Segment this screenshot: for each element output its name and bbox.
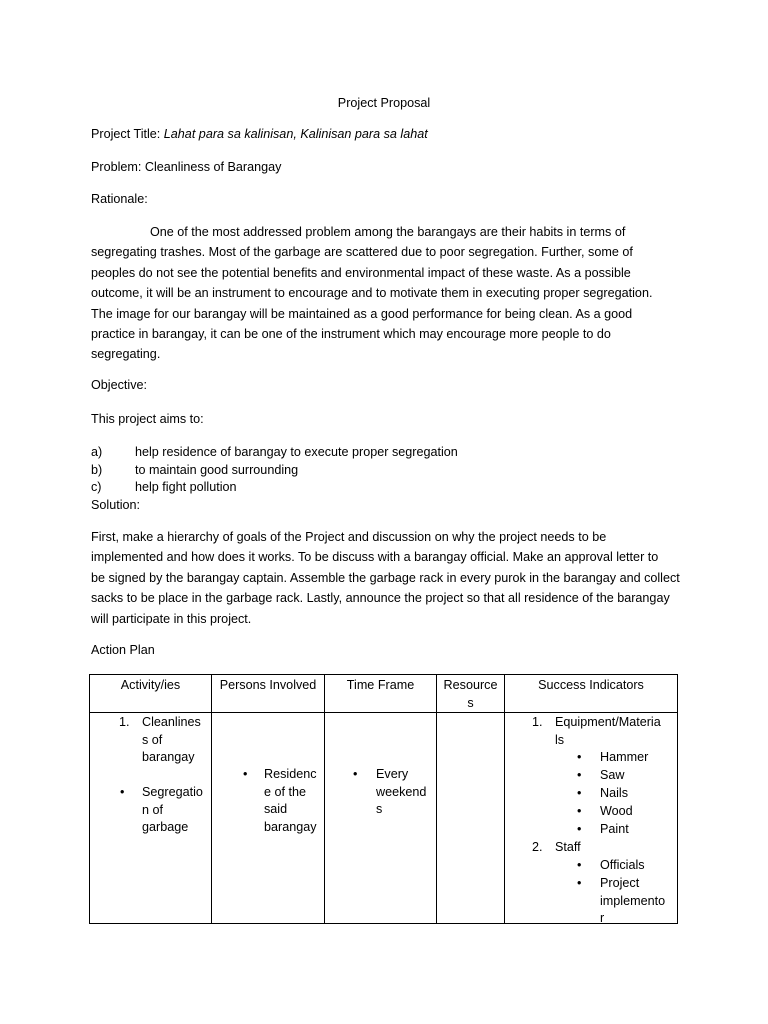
rationale-paragraph <box>91 222 681 365</box>
wrapped-line: n of <box>142 802 164 817</box>
wrapped-line: r <box>600 911 605 926</box>
header-resources-line: s <box>467 695 474 710</box>
wrapped-line: s <box>376 802 383 817</box>
list-item: Saw <box>600 768 625 783</box>
wrapped-line: Segregatio <box>142 785 203 800</box>
list-item: Paint <box>600 822 629 837</box>
aims-intro: This project aims to: <box>91 412 204 426</box>
bullet-icon: • <box>577 858 582 873</box>
indicator-category-equipment <box>555 714 661 749</box>
solution-line: First, make a hierarchy of goals of the Project and discussion on why the project needs to be <box>91 530 607 544</box>
bullet-icon: • <box>577 804 582 819</box>
list-item <box>600 875 665 928</box>
list-item <box>91 444 458 462</box>
indicator-category-staff: Staff <box>555 840 581 855</box>
rationale-line: The image for our barangay will be maintained as a good performance for being clean. As a good <box>91 306 633 321</box>
wrapped-line: garbage <box>142 820 189 835</box>
rationale-line: segregating trashes. Most of the garbage are scattered due to poor segregation. Further, some of <box>91 245 633 260</box>
solution-line: be signed by the barangay captain. Assemble the garbage rack in every purok in the barangay and collect <box>91 570 680 585</box>
activity-item-segregation <box>142 784 203 837</box>
rationale-line: One of the most addressed problem among the barangays are their habits in terms of <box>150 225 626 239</box>
solution-paragraph <box>91 527 681 629</box>
activity-item-cleanliness <box>142 714 201 767</box>
action-plan-heading: Action Plan <box>91 643 155 657</box>
list-number: 1. <box>119 715 130 730</box>
wrapped-line: Residenc <box>264 767 317 782</box>
cell-indicators <box>505 713 678 924</box>
aims-list <box>91 444 458 514</box>
wrapped-line: implemento <box>600 893 666 908</box>
page-title: Project Proposal <box>337 96 431 110</box>
cell-timeframe <box>325 713 437 924</box>
solution-line: implemented and how does it works. To be discuss with a barangay official. Make an approval letter to <box>91 550 659 565</box>
wrapped-line: Equipment/Materia <box>555 715 661 730</box>
header-indicators: Success Indicators <box>505 675 678 713</box>
problem-statement: Problem: Cleanliness of Barangay <box>91 160 282 174</box>
wrapped-line: barangay <box>142 750 195 765</box>
list-number: 2. <box>532 840 543 855</box>
list-text: help fight pollution <box>135 480 237 495</box>
wrapped-line: Every <box>376 767 409 782</box>
bullet-icon: • <box>577 750 582 765</box>
bullet-icon: • <box>120 785 125 800</box>
header-timeframe: Time Frame <box>325 675 437 713</box>
header-resources <box>437 675 505 713</box>
wrapped-line: e of the <box>264 784 307 799</box>
project-title-line <box>91 124 428 144</box>
wrapped-line: Project <box>600 876 640 891</box>
list-item <box>91 479 458 497</box>
table-header-row <box>90 675 678 713</box>
bullet-icon: • <box>577 822 582 837</box>
cell-persons <box>212 713 325 924</box>
solution-line: sacks to be place in the garbage rack. Lastly, announce the project so that all residence of the barangay <box>91 591 670 606</box>
timeframe-text <box>376 766 426 819</box>
list-item <box>91 462 458 480</box>
solution-line: will participate in this project. <box>91 611 252 626</box>
wrapped-line: ls <box>555 732 565 747</box>
project-title-value: Lahat para sa kalinisan, Kalinisan para sa lahat <box>163 127 428 141</box>
header-activities: Activity/ies <box>90 675 212 713</box>
list-text: help residence of barangay to execute proper segregation <box>135 445 458 459</box>
cell-resources <box>437 713 505 924</box>
list-number: 1. <box>532 715 543 730</box>
solution-heading: Solution: <box>91 497 141 512</box>
project-title-label: Project Title: <box>91 127 161 141</box>
list-item: Nails <box>600 786 628 801</box>
persons-text <box>264 766 317 836</box>
rationale-heading: Rationale: <box>91 192 148 206</box>
rationale-line: practice in barangay, it can be one of the instrument which may encourage more people to do <box>91 327 611 342</box>
bullet-icon: • <box>577 876 582 891</box>
list-letter: a) <box>91 445 103 459</box>
header-resources-line: Resource <box>443 678 498 692</box>
table-row <box>90 713 678 924</box>
bullet-icon: • <box>353 767 358 782</box>
header-persons: Persons Involved <box>212 675 325 713</box>
wrapped-line: weekend <box>376 784 427 799</box>
wrapped-line: s of <box>142 732 163 747</box>
rationale-line: outcome, it will be an instrument to encourage and to motivate them in executing proper segregation. <box>91 286 653 301</box>
rationale-line: segregating. <box>91 347 161 362</box>
bullet-icon: • <box>577 786 582 801</box>
list-item: Hammer <box>600 750 649 765</box>
wrapped-line: said <box>264 802 288 817</box>
rationale-line: peoples do not see the potential benefits and environmental impact of these waste. As a possible <box>91 265 631 280</box>
list-letter: c) <box>91 480 102 495</box>
wrapped-line: barangay <box>264 819 317 834</box>
list-text: to maintain good surrounding <box>135 462 299 477</box>
resources-text <box>437 713 504 923</box>
list-item: Wood <box>600 804 633 819</box>
bullet-icon: • <box>577 768 582 783</box>
bullet-icon: • <box>243 767 248 782</box>
objective-heading: Objective: <box>91 378 147 392</box>
wrapped-line: Cleanlines <box>142 715 201 730</box>
cell-activities <box>90 713 212 924</box>
action-plan-table <box>89 674 678 924</box>
list-item: Officials <box>600 858 645 873</box>
list-letter: b) <box>91 462 103 477</box>
